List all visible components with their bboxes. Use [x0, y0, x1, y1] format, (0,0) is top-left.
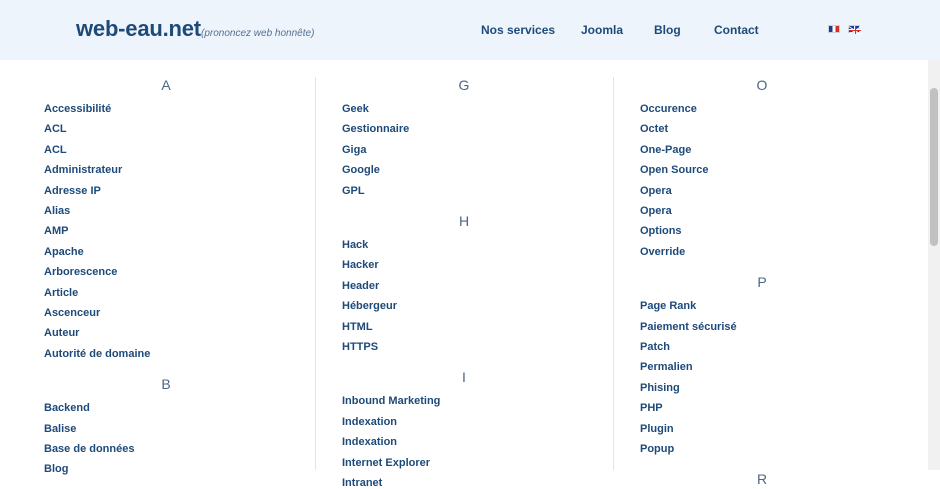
letter-heading-p: P: [757, 274, 767, 291]
glossary-term-link[interactable]: Occurence: [640, 103, 697, 115]
site-header: [0, 0, 940, 60]
glossary-term-link[interactable]: Popup: [640, 443, 675, 455]
glossary-term-link[interactable]: Alias: [44, 205, 71, 217]
site-tagline: (prononcez web honnête): [201, 28, 315, 39]
nav-joomla[interactable]: Joomla: [581, 23, 624, 37]
nav-contact[interactable]: Contact: [714, 23, 759, 37]
nav-blog[interactable]: Blog: [654, 23, 681, 37]
glossary-term-link[interactable]: Page Rank: [640, 300, 697, 312]
glossary-term-link[interactable]: Plugin: [640, 423, 674, 435]
scrollbar-thumb[interactable]: [930, 88, 938, 246]
glossary-term-link[interactable]: Google: [342, 164, 380, 176]
glossary-term-link[interactable]: Backend: [44, 402, 90, 414]
glossary-term-link[interactable]: Ascenceur: [44, 307, 101, 319]
glossary-term-link[interactable]: Internet Explorer: [342, 457, 431, 469]
column-divider: [613, 77, 614, 470]
glossary-term-link[interactable]: Override: [640, 246, 686, 258]
glossary-term-link[interactable]: Options: [640, 225, 682, 237]
glossary-term-link[interactable]: Paiement sécurisé: [640, 321, 737, 333]
letter-heading-r: R: [756, 471, 768, 488]
letter-heading-h: H: [458, 213, 470, 229]
flag-fr-icon[interactable]: [828, 25, 840, 33]
column-divider: [315, 77, 316, 470]
glossary-term-link[interactable]: Inbound Marketing: [342, 395, 441, 407]
glossary-term-link[interactable]: HTTPS: [342, 341, 379, 353]
glossary-term-link[interactable]: Intranet: [342, 477, 383, 489]
glossary-term-link[interactable]: AMP: [44, 225, 69, 237]
glossary-term-link[interactable]: Hébergeur: [342, 300, 398, 312]
glossary-term-link[interactable]: Header: [342, 280, 380, 292]
glossary-term-link[interactable]: GPL: [342, 185, 365, 197]
glossary-term-link[interactable]: Open Source: [640, 164, 709, 176]
glossary-term-link[interactable]: One-Page: [640, 144, 692, 156]
scrollbar[interactable]: [928, 60, 940, 470]
glossary-term-link[interactable]: HTML: [342, 321, 373, 333]
glossary-term-link[interactable]: ACL: [44, 144, 67, 156]
flag-gb-icon[interactable]: [848, 25, 860, 33]
glossary-term-link[interactable]: Autorité de domaine: [44, 348, 151, 360]
glossary-term-link[interactable]: Hacker: [342, 259, 379, 271]
glossary-term-link[interactable]: Patch: [640, 341, 670, 353]
letter-heading-a: A: [161, 77, 171, 93]
glossary-term-link[interactable]: Base de données: [44, 443, 135, 455]
glossary-term-link[interactable]: Adresse IP: [44, 185, 101, 197]
glossary-term-link[interactable]: Opera: [640, 185, 672, 197]
glossary-term-link[interactable]: Geek: [342, 103, 369, 115]
nav-nos-services[interactable]: Nos services: [481, 23, 556, 37]
glossary-term-link[interactable]: Indexation: [342, 436, 398, 448]
glossary-term-link[interactable]: Apache: [44, 246, 84, 258]
glossary-term-link[interactable]: ACL: [44, 123, 67, 135]
glossary-term-link[interactable]: Hack: [342, 239, 369, 251]
glossary-term-link[interactable]: Permalien: [640, 361, 693, 373]
glossary-term-link[interactable]: Gestionnaire: [342, 123, 410, 135]
glossary-term-link[interactable]: Administrateur: [44, 164, 123, 176]
glossary-term-link[interactable]: Giga: [342, 144, 367, 156]
glossary-term-link[interactable]: Indexation: [342, 416, 398, 428]
glossary-term-link[interactable]: Auteur: [44, 327, 80, 339]
glossary-term-link[interactable]: Article: [44, 287, 79, 299]
glossary-term-link[interactable]: Octet: [640, 123, 669, 135]
letter-heading-i: I: [462, 369, 466, 386]
glossary-term-link[interactable]: Opera: [640, 205, 672, 217]
glossary-term-link[interactable]: Balise: [44, 423, 77, 435]
glossary-term-link[interactable]: Phising: [640, 382, 680, 394]
glossary-term-link[interactable]: PHP: [640, 402, 663, 414]
letter-heading-b: B: [161, 376, 171, 393]
letter-heading-o: O: [756, 77, 768, 93]
letter-heading-g: G: [458, 77, 470, 93]
glossary-term-link[interactable]: Arborescence: [44, 266, 118, 278]
site-logo[interactable]: web-eau.net: [76, 16, 201, 41]
glossary-term-link[interactable]: Blog: [44, 463, 69, 475]
glossary-term-link[interactable]: Accessibilité: [44, 103, 112, 115]
